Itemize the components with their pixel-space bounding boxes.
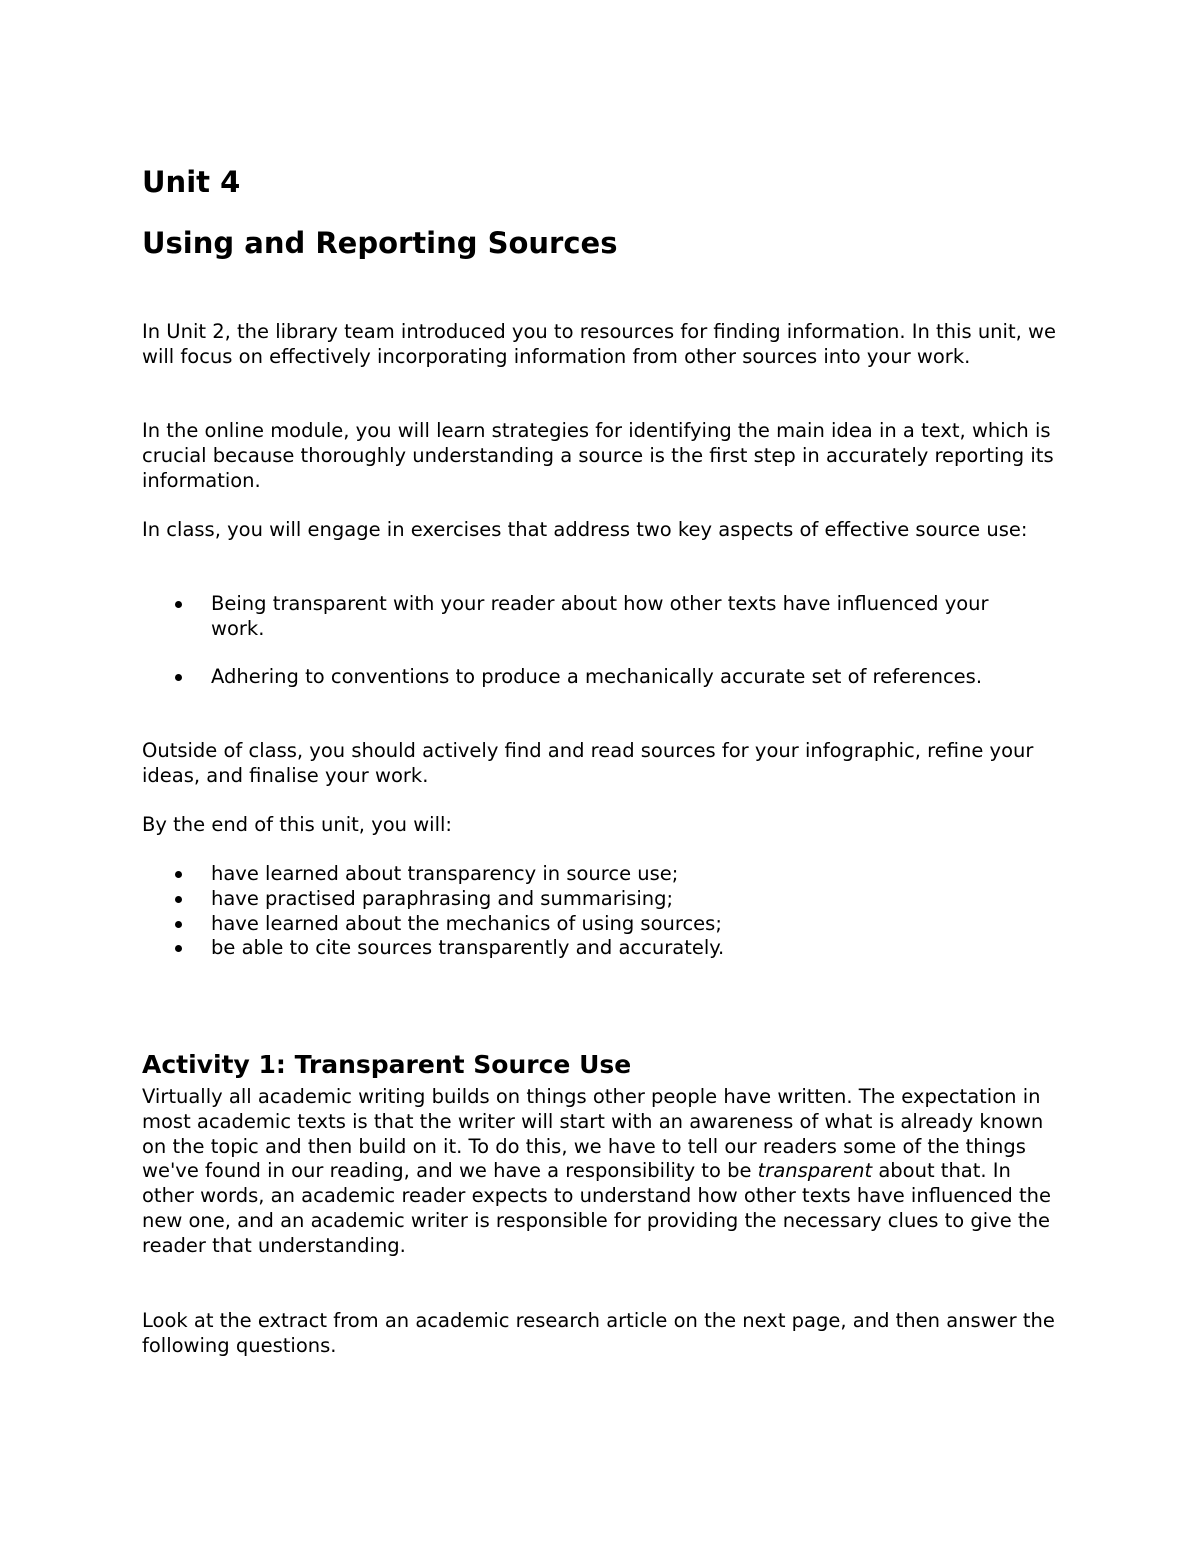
outcomes-list (142, 862, 1062, 961)
list-item-text: have learned about transparency in source use; (211, 862, 679, 885)
list-item (142, 912, 1062, 937)
intro-paragraph-2: In the online module, you will learn strategies for identifying the main idea in a text, which is crucial because thoroughly understanding a source is the first step in accurately reporting its information. (142, 419, 1054, 492)
list-item-text: have practised paraphrasing and summarising; (211, 886, 674, 910)
intro-paragraph-4: Outside of class, you should actively find and read sources for your infographic, refine your ideas, and finalise your work. (142, 739, 1034, 787)
unit-heading: Unit 4 (142, 165, 241, 199)
bullet-icon (175, 896, 182, 903)
list-item-text: Adhering to conventions to produce a mechanically accurate set of references. (211, 664, 983, 688)
list-item (142, 887, 1062, 912)
activity-paragraph-1 (142, 1085, 1062, 1259)
unit-title: Using and Reporting Sources (142, 226, 618, 260)
list-item-text: be able to cite sources transparently and accurately. (211, 936, 725, 960)
activity-text: Virtually all academic writing builds on things other people have written. The expectation in most academic texts is that the writer will start with an awareness of what is already known on the topic and then build on it. To do this, we have to tell our readers some of the things we've found in our reading, and we have a responsibility to be (142, 1085, 1044, 1183)
list-item (142, 862, 1062, 887)
list-item-text: Being transparent with your reader about how other texts have influenced your work. (211, 592, 989, 640)
list-item (142, 592, 1042, 642)
list-item-text: have learned about the mechanics of using sources; (211, 911, 722, 935)
bullet-icon (175, 674, 182, 681)
bullet-icon (175, 945, 182, 952)
intro-paragraph-3: In class, you will engage in exercises that address two key aspects of effective source use: (142, 518, 1028, 541)
bullet-icon (175, 871, 182, 878)
activity-text: about that. In other words, an academic reader expects to understand how other texts have influenced the new one, and an academic writer is responsible for providing the necessary clues to give the reader that understanding. (142, 1159, 1052, 1257)
intro-paragraph-1: In Unit 2, the library team introduced you to resources for finding information. In this unit, we will focus on effectively incorporating information from other sources into your work. (142, 320, 1056, 368)
activity-emphasis: transparent (757, 1159, 873, 1183)
intro-paragraph-5: By the end of this unit, you will: (142, 813, 453, 836)
bullet-icon (175, 921, 182, 928)
list-item (142, 936, 1062, 961)
activity-paragraph-2: Look at the extract from an academic research article on the next page, and then answer the following questions. (142, 1309, 1055, 1357)
bullet-icon (175, 601, 182, 608)
activity-heading: Activity 1: Transparent Source Use (142, 1050, 632, 1079)
list-item (142, 665, 1042, 690)
aspects-list (142, 592, 1042, 712)
